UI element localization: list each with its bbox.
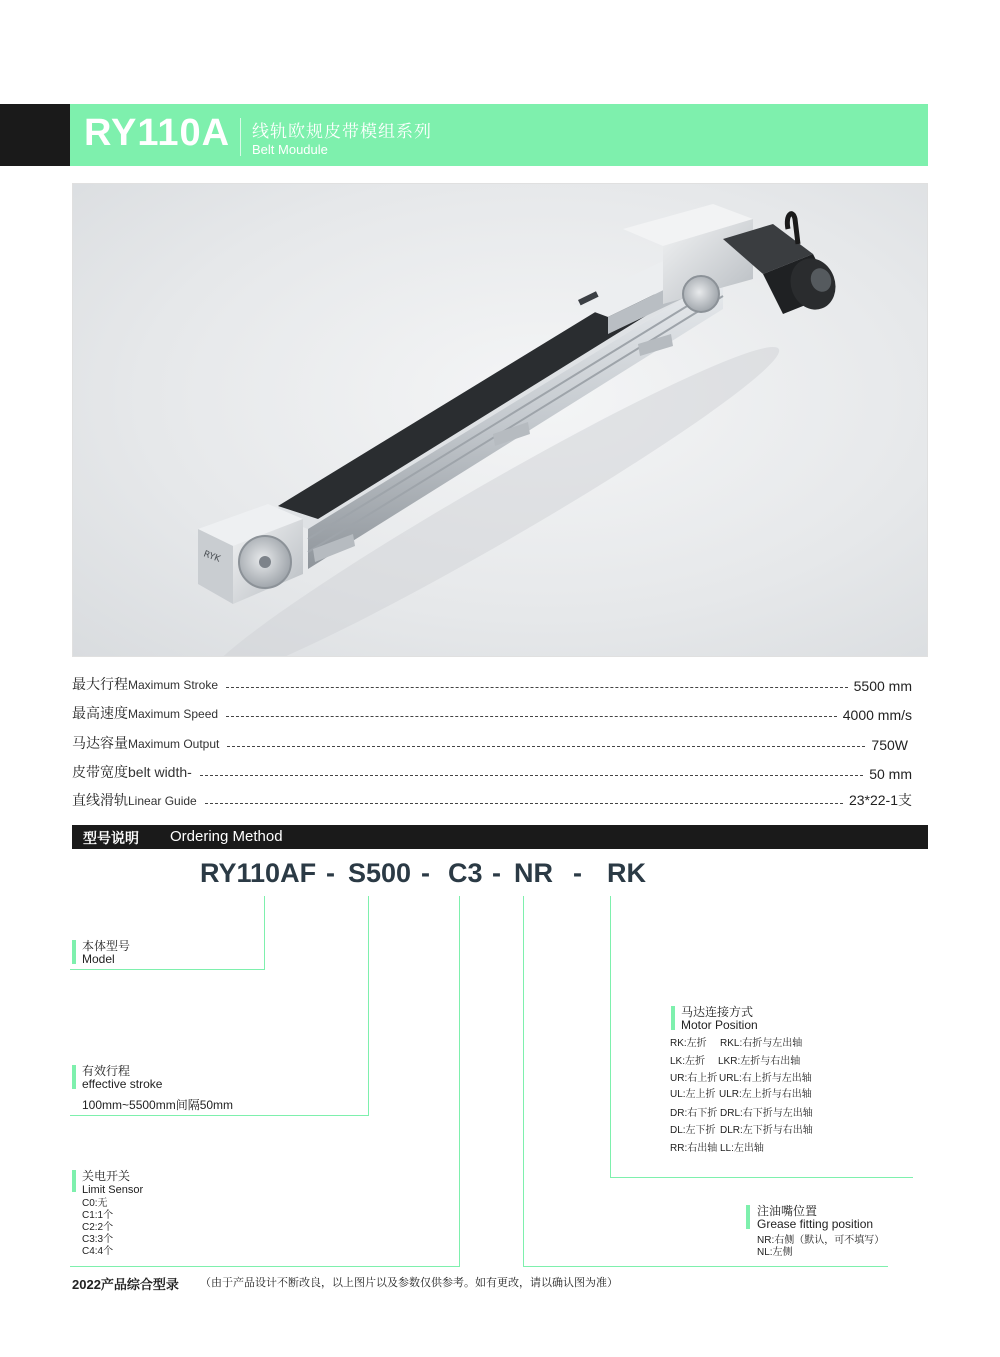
motor-option: RK:左折: [670, 1038, 707, 1049]
sensor-option: C3:3个: [82, 1234, 114, 1245]
grease-option: NR:右侧（默认，可不填写）: [757, 1235, 885, 1246]
motor-option: URL:右上折与左出轴: [719, 1073, 812, 1084]
motor-option: LKR:左折与右出轴: [718, 1056, 801, 1067]
sensor-option: C1:1个: [82, 1210, 114, 1221]
connector-line: [70, 1115, 369, 1116]
connector-line: [70, 969, 265, 970]
motor-label-cn: 马达连接方式: [681, 1005, 754, 1019]
grease-option: NL:左侧: [757, 1247, 793, 1258]
motor-option: UR:右上折: [670, 1073, 718, 1084]
grease-label-cn: 注油嘴位置: [757, 1204, 818, 1218]
svg-text:RYK: RYK: [201, 549, 222, 565]
motor-option: DLR:左下折与右出轴: [720, 1125, 813, 1136]
spec-value: 5500 mm: [853, 678, 912, 694]
connector-line: [610, 896, 611, 1178]
sensor-option: C4:4个: [82, 1246, 114, 1257]
code-separator: -: [492, 858, 501, 888]
spec-value: 4000 mm/s: [842, 707, 912, 723]
spec-label: 最大行程Maximum Stroke: [72, 676, 219, 692]
code-separator: -: [573, 858, 582, 888]
belt-module-illustration: [73, 184, 928, 657]
connector-line: [264, 896, 265, 970]
spec-value: 50 mm: [869, 766, 912, 782]
code-model: RY110AF: [200, 858, 317, 888]
connector-line: [523, 1266, 888, 1267]
section-marker: [72, 1065, 76, 1089]
ordering-title-cn: 型号说明: [83, 830, 139, 846]
sensor-label-cn: 关电开关: [82, 1169, 131, 1183]
product-model-title: RY110A: [84, 112, 231, 154]
stroke-label-en: effective stroke: [82, 1077, 163, 1091]
spec-leader-line: [200, 775, 863, 776]
spec-row-belt-width: [72, 760, 912, 782]
model-label-cn: 本体型号: [82, 939, 131, 953]
motor-option: DR:右下折: [670, 1108, 718, 1119]
motor-label-en: Motor Position: [681, 1018, 758, 1032]
motor-option: ULR:左上折与右出轴: [719, 1089, 812, 1100]
spec-row-linear-guide: [72, 788, 912, 810]
spec-label: 最高速度Maximum Speed: [72, 705, 219, 721]
header-black-block: [0, 104, 70, 166]
series-title-cn: 线轨欧规皮带模组系列: [252, 122, 432, 141]
connector-line: [459, 896, 460, 1267]
code-sensor: C3: [448, 858, 483, 888]
section-marker: [72, 1170, 76, 1192]
motor-option: DL:左下折: [670, 1125, 716, 1136]
connector-line: [368, 896, 369, 1116]
motor-option: LK:左折: [670, 1056, 706, 1067]
spec-row-output: [72, 731, 912, 753]
stroke-label-cn: 有效行程: [82, 1064, 131, 1078]
spec-leader-line: [205, 803, 843, 804]
model-label-en: Model: [82, 952, 115, 966]
code-stroke: S500: [348, 858, 412, 888]
spec-leader-line: [227, 746, 865, 747]
connector-line: [70, 1266, 460, 1267]
motor-option: RKL:右折与左出轴: [720, 1038, 803, 1049]
catalog-footer: 2022产品综合型录: [72, 1277, 179, 1292]
code-separator: -: [326, 858, 335, 888]
spec-leader-line: [226, 716, 837, 717]
spec-leader-line: [226, 687, 848, 688]
product-photo: [72, 183, 928, 657]
header-divider: [240, 118, 241, 156]
disclaimer-note: （由于产品设计不断改良，以上图片以及参数仅供参考。如有更改，请以确认图为准）: [200, 1277, 618, 1289]
section-marker: [72, 940, 76, 964]
spec-label: 直线滑轨Linear Guide: [72, 792, 197, 808]
series-title-en: Belt Moudule: [252, 142, 328, 157]
spec-label: 马达容量Maximum Output: [72, 735, 220, 751]
sensor-option: C0:无: [82, 1198, 108, 1209]
section-marker: [671, 1006, 675, 1030]
stroke-range: 100mm~5500mm间隔50mm: [82, 1098, 234, 1112]
connector-line: [610, 1177, 913, 1178]
connector-line: [523, 896, 524, 1267]
section-marker: [746, 1205, 750, 1229]
motor-option: RR:右出轴: [670, 1143, 718, 1154]
code-motor: RK: [607, 858, 646, 888]
code-separator: -: [421, 858, 430, 888]
spec-row-stroke: [72, 672, 912, 694]
motor-option: UL:左上折: [670, 1089, 716, 1100]
sensor-label-en: Limit Sensor: [82, 1184, 144, 1196]
code-grease: NR: [514, 858, 553, 888]
motor-option: LL:左出轴: [720, 1143, 764, 1154]
spec-value: 23*22-1支: [848, 792, 912, 808]
motor-option: DRL:右下折与左出轴: [720, 1108, 813, 1119]
ordering-title-en: Ordering Method: [170, 828, 283, 845]
sensor-option: C2:2个: [82, 1222, 114, 1233]
spec-label: 皮带宽度belt width-: [72, 764, 192, 780]
spec-row-speed: [72, 701, 912, 723]
spec-value: 750W: [871, 737, 908, 753]
grease-label-en: Grease fitting position: [757, 1217, 874, 1231]
